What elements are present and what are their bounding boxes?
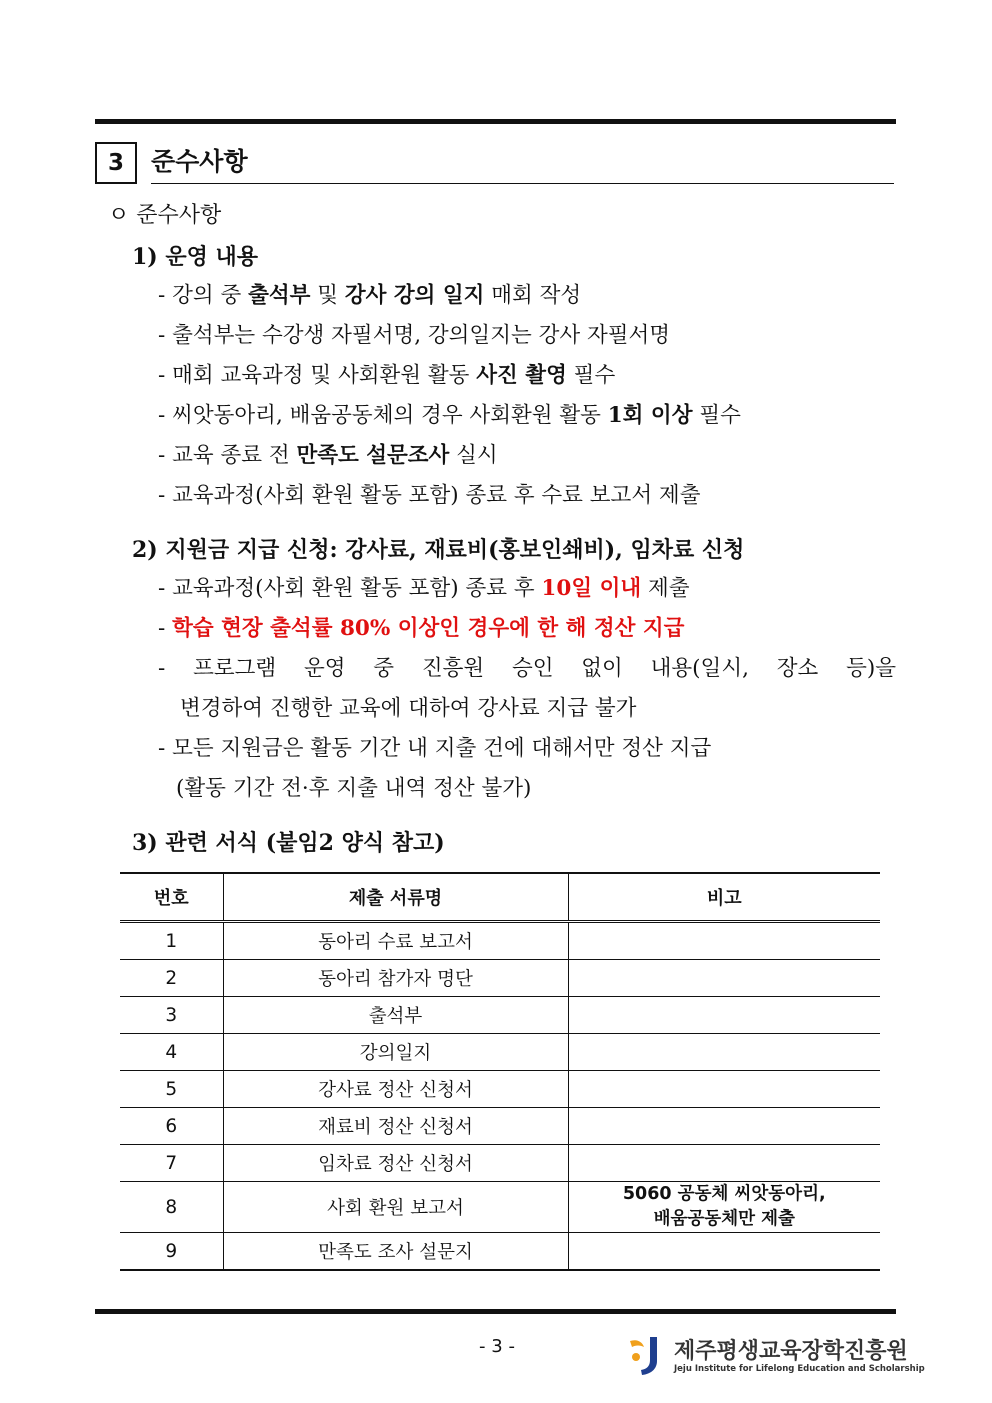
row-number: 9 xyxy=(120,1233,223,1271)
row-remarks xyxy=(568,1182,880,1233)
sub1-item-1: - 강의 중 출석부 및 강사 강의 일지 매회 작성 xyxy=(158,283,582,308)
institute-name: 제주평생교육장학진흥원 xyxy=(674,1339,908,1364)
sub2-item-2: - 학습 현장 출석률 80% 이상인 경우에 한 해 정산 지급 xyxy=(158,616,685,641)
row-number: 8 xyxy=(120,1182,223,1233)
header-number: 번호 xyxy=(120,873,223,922)
sub3-heading: 3) 관련 서식 (붙임2 양식 참고) xyxy=(132,830,445,856)
section-number-box: 3 xyxy=(95,142,137,184)
row-document-name: 사회 환원 보고서 xyxy=(223,1182,568,1233)
row-remarks xyxy=(568,1108,880,1145)
row-document-name: 임차료 정산 신청서 xyxy=(223,1145,568,1182)
row-number: 1 xyxy=(120,922,223,960)
sub1-item-6: - 교육과정(사회 환원 활동 포함) 종료 후 수료 보고서 제출 xyxy=(158,483,701,508)
institute-name-english: Jeju Institute for Lifelong Education and Scholarship xyxy=(674,1364,925,1374)
row-document-name: 강의일지 xyxy=(223,1034,568,1071)
sub1-item-3: - 매회 교육과정 및 사회환원 활동 사진 촬영 필수 xyxy=(158,363,616,388)
circle-heading: ㅇ 준수사항 xyxy=(108,203,222,228)
row-remarks xyxy=(568,1145,880,1182)
table-header-row xyxy=(120,873,880,922)
row-document-name: 출석부 xyxy=(223,997,568,1034)
remarks-line-2: 배움공동체만 제출 xyxy=(653,1209,795,1229)
table-row xyxy=(120,997,880,1034)
section-title: 준수사항 xyxy=(151,142,894,184)
row-number: 2 xyxy=(120,960,223,997)
sub1-item-5: - 교육 종료 전 만족도 설문조사 실시 xyxy=(158,443,498,468)
row-number: 5 xyxy=(120,1071,223,1108)
table-row xyxy=(120,1108,880,1145)
table-row xyxy=(120,1182,880,1233)
header-document-name: 제출 서류명 xyxy=(223,873,568,922)
page-number: - 3 - xyxy=(479,1336,515,1357)
institute-logo-icon xyxy=(626,1333,666,1377)
row-remarks xyxy=(568,997,880,1034)
header-remarks: 비고 xyxy=(568,873,880,922)
table-row xyxy=(120,1145,880,1182)
row-document-name: 동아리 수료 보고서 xyxy=(223,922,568,960)
table-row xyxy=(120,1233,880,1271)
sub2-item-4-line1: - 모든 지원금은 활동 기간 내 지출 건에 대해서만 정산 지급 xyxy=(158,736,712,761)
row-number: 3 xyxy=(120,997,223,1034)
sub2-item-1: - 교육과정(사회 환원 활동 포함) 종료 후 10일 이내 제출 xyxy=(158,576,690,601)
row-remarks xyxy=(568,1233,880,1271)
row-remarks xyxy=(568,922,880,960)
table-row xyxy=(120,960,880,997)
remarks-line-1: 5060 공동체 씨앗동아리, xyxy=(622,1184,826,1204)
bottom-rule xyxy=(95,1309,896,1314)
row-number: 4 xyxy=(120,1034,223,1071)
sub2-heading: 2) 지원금 지급 신청: 강사료, 재료비(홍보인쇄비), 임차료 신청 xyxy=(132,537,745,563)
sub1-item-2: - 출석부는 수강생 자필서명, 강의일지는 강사 자필서명 xyxy=(158,323,671,348)
sub2-item-3-line2: 변경하여 진행한 교육에 대하여 강사료 지급 불가 xyxy=(180,696,637,721)
table-row xyxy=(120,1071,880,1108)
row-remarks xyxy=(568,960,880,997)
row-number: 7 xyxy=(120,1145,223,1182)
forms-table xyxy=(120,872,880,1271)
sub1-item-4: - 씨앗동아리, 배움공동체의 경우 사회환원 활동 1회 이상 필수 xyxy=(158,403,741,428)
table-row xyxy=(120,922,880,960)
sub1-heading: 1) 운영 내용 xyxy=(132,244,259,270)
row-document-name: 만족도 조사 설문지 xyxy=(223,1233,568,1271)
sub2-item-3-line1: - 프로그램 운영 중 진흥원 승인 없이 내용(일시, 장소 등)을 xyxy=(158,656,896,681)
row-remarks xyxy=(568,1071,880,1108)
row-document-name: 동아리 참가자 명단 xyxy=(223,960,568,997)
top-rule xyxy=(95,119,896,124)
table-row xyxy=(120,1034,880,1071)
sub2-item-4-line2: (활동 기간 전·후 지출 내역 정산 불가) xyxy=(176,776,532,801)
row-document-name: 재료비 정산 신청서 xyxy=(223,1108,568,1145)
row-document-name: 강사료 정산 신청서 xyxy=(223,1071,568,1108)
row-number: 6 xyxy=(120,1108,223,1145)
row-remarks xyxy=(568,1034,880,1071)
